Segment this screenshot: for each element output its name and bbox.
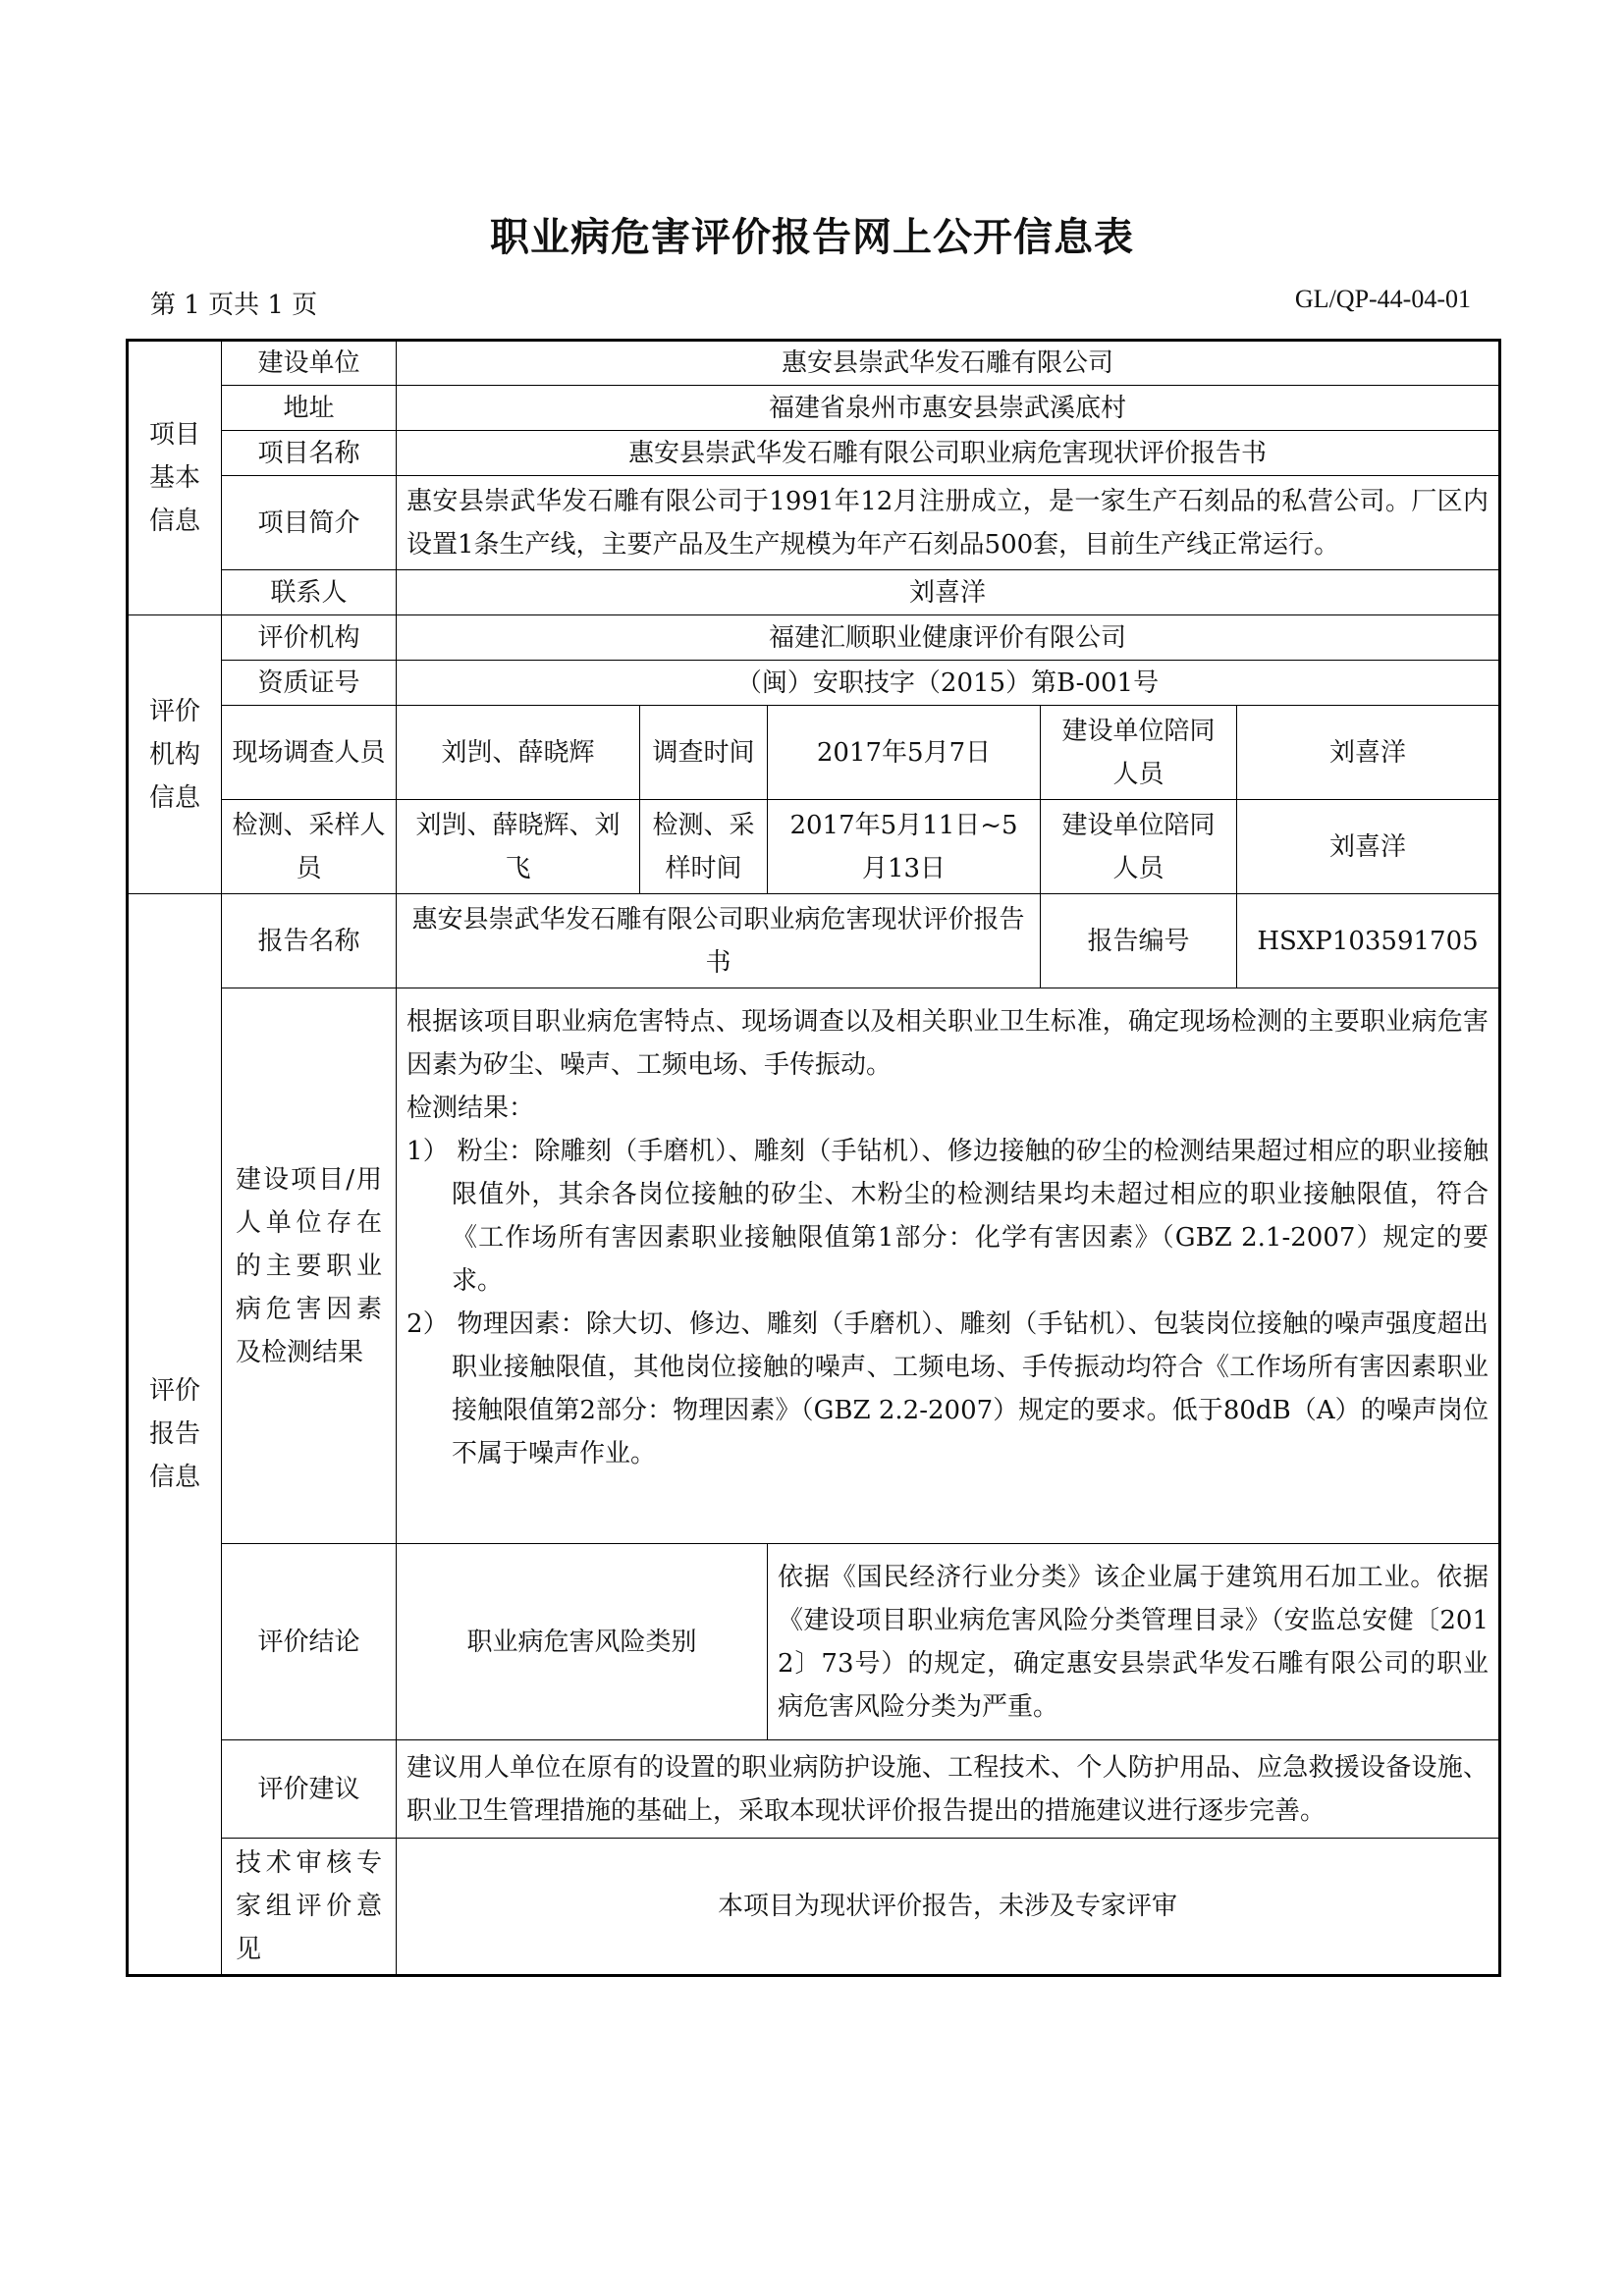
- survey-escort-label: 建设单位陪同人员: [1041, 706, 1237, 800]
- test-time-value: 2017年5月11日~5月13日: [768, 800, 1041, 894]
- report-name-label: 报告名称: [222, 894, 397, 988]
- agency-label: 评价机构: [222, 615, 397, 661]
- survey-time-label: 调查时间: [640, 706, 768, 800]
- survey-escort-value: 刘喜洋: [1237, 706, 1500, 800]
- cert-label: 资质证号: [222, 661, 397, 706]
- address-value: 福建省泉州市惠安县崇武溪底村: [397, 386, 1500, 431]
- hazards-results-title: 检测结果：: [406, 1094, 535, 1123]
- cert-value: （闽）安职技字（2015）第B-001号: [397, 661, 1500, 706]
- contact-value: 刘喜洋: [397, 570, 1500, 615]
- section-report-info: 评价报告信息: [128, 894, 222, 1976]
- address-label: 地址: [222, 386, 397, 431]
- survey-staff-value: 刘剀、薛晓辉: [397, 706, 640, 800]
- test-escort-value: 刘喜洋: [1237, 800, 1500, 894]
- project-intro-label: 项目简介: [222, 476, 397, 570]
- report-number-value: HSXP103591705: [1237, 894, 1500, 988]
- agency-value: 福建汇顺职业健康评价有限公司: [397, 615, 1500, 661]
- project-name-value: 惠安县崇武华发石雕有限公司职业病危害现状评价报告书: [397, 431, 1500, 476]
- suggestion-label: 评价建议: [222, 1740, 397, 1839]
- hazards-cell: [397, 988, 1500, 1544]
- risk-category-label: 职业病危害风险类别: [397, 1544, 768, 1740]
- section-basic-info: 项目基本信息: [128, 341, 222, 615]
- document-title: 职业病危害评价报告网上公开信息表: [490, 215, 1134, 260]
- info-table: [126, 339, 1501, 1977]
- test-escort-label: 建设单位陪同人员: [1041, 800, 1237, 894]
- suggestion-value: 建议用人单位在原有的设置的职业病防护设施、工程技术、个人防护用品、应急救援设备设施、职业卫生管理措施的基础上，采取本现状评价报告提出的措施建议进行逐步完善。: [397, 1740, 1500, 1839]
- test-staff-value: 刘剀、薛晓辉、刘飞: [397, 800, 640, 894]
- expert-review-value: 本项目为现状评价报告，未涉及专家评审: [397, 1839, 1500, 1976]
- risk-category-value: 依据《国民经济行业分类》该企业属于建筑用石加工业。依据《建设项目职业病危害风险分类管理目录》（安监总安健〔2012〕73号）的规定，确定惠安县崇武华发石雕有限公司的职业病危害风险分类为严重。: [768, 1544, 1500, 1740]
- expert-review-label: 技术审核专家组评价意见: [222, 1839, 397, 1976]
- report-number-label: 报告编号: [1041, 894, 1237, 988]
- hazards-item-dust: 1） 粉尘：除雕刻（手磨机）、雕刻（手钻机）、修边接触的矽尘的检测结果超过相应的职业接触限值外，其余各岗位接触的矽尘、木粉尘的检测结果均未超过相应的职业接触限值，符合《工作场所有害因素职业接触限值第1部分：化学有害因素》（GBZ 2.1-2007）规定的要求。: [406, 1137, 1489, 1296]
- unit-label: 建设单位: [222, 341, 397, 386]
- project-name-label: 项目名称: [222, 431, 397, 476]
- survey-staff-label: 现场调查人员: [222, 706, 397, 800]
- section-agency-info: 评价机构信息: [128, 615, 222, 894]
- unit-value: 惠安县崇武华发石雕有限公司: [397, 341, 1500, 386]
- survey-time-value: 2017年5月7日: [768, 706, 1041, 800]
- hazards-item-physical: 2） 物理因素：除大切、修边、雕刻（手磨机）、雕刻（手钻机）、包装岗位接触的噪声强度超出职业接触限值，其他岗位接触的噪声、工频电场、手传振动均符合《工作场所有害因素职业接触限值第2部分：物理因素》（GBZ 2.2-2007）规定的要求。低于80dB（A）的噪声岗位不属于噪声作业。: [406, 1309, 1489, 1468]
- form-code: GL/QP-44-04-01: [1294, 285, 1471, 313]
- conclusion-label: 评价结论: [222, 1544, 397, 1740]
- test-time-label: 检测、采样时间: [640, 800, 768, 894]
- contact-label: 联系人: [222, 570, 397, 615]
- report-name-value: 惠安县崇武华发石雕有限公司职业病危害现状评价报告书: [397, 894, 1041, 988]
- project-intro-value: 惠安县崇武华发石雕有限公司于1991年12月注册成立，是一家生产石刻品的私营公司。厂区内设置1条生产线，主要产品及生产规模为年产石刻品500套，目前生产线正常运行。: [397, 476, 1500, 570]
- test-staff-label: 检测、采样人员: [222, 800, 397, 894]
- page-info: 第 1 页共 1 页: [150, 291, 318, 320]
- hazards-intro: 根据该项目职业病危害特点、现场调查以及相关职业卫生标准，确定现场检测的主要职业病危害因素为矽尘、噪声、工频电场、手传振动。: [406, 1007, 1489, 1080]
- hazards-label: 建设项目/用人单位存在的主要职业病危害因素及检测结果: [222, 988, 397, 1544]
